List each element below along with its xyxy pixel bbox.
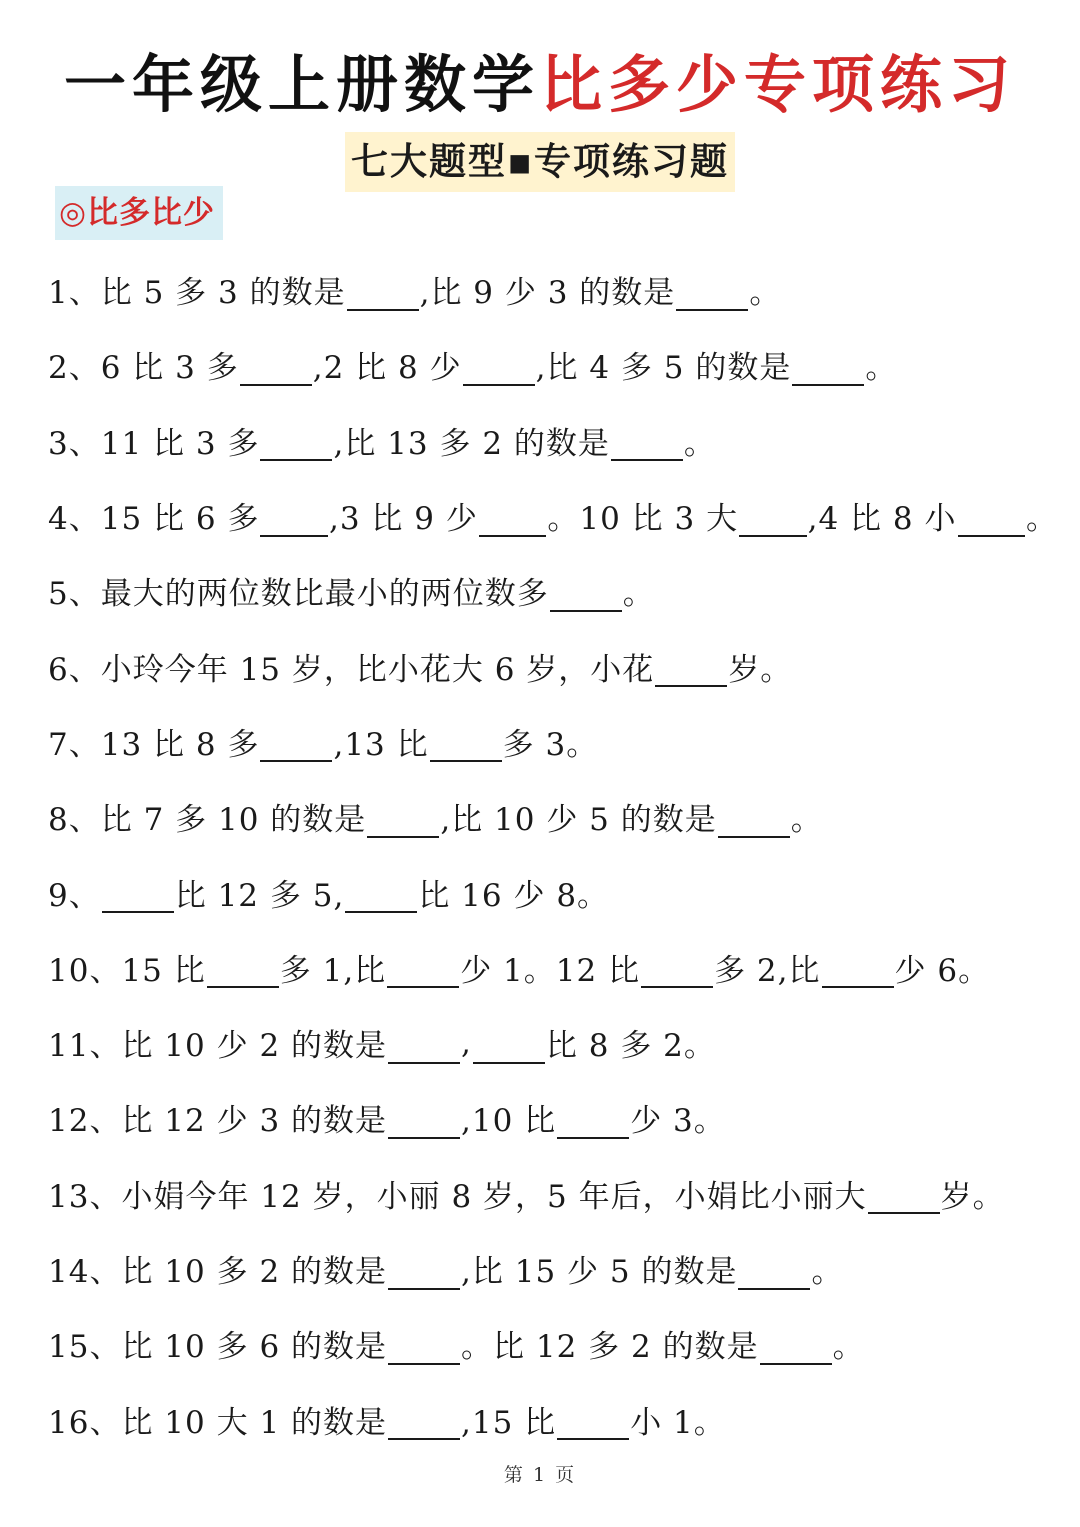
question-item	[48, 1306, 1058, 1381]
question-text: ,比 4 多 5 的数是	[535, 350, 792, 387]
answer-blank[interactable]	[739, 511, 807, 537]
question-text: 多 1,比	[279, 952, 387, 989]
question-text: 岁。	[940, 1178, 1005, 1215]
answer-blank[interactable]	[102, 887, 174, 913]
question-text: ,15 比	[461, 1404, 557, 1441]
question-text: 3、11 比 3 多	[48, 425, 260, 462]
answer-blank[interactable]	[479, 511, 547, 537]
question-text: 11、比 10 少 2 的数是	[48, 1028, 388, 1065]
question-item	[48, 854, 1058, 929]
question-item	[48, 1156, 1058, 1231]
question-item	[48, 628, 1058, 703]
question-text: 。	[749, 275, 782, 312]
question-text: ,10 比	[461, 1103, 557, 1140]
question-text: 13、小娟今年 12 岁，小丽 8 岁，5 年后，小娟比小丽大	[48, 1178, 867, 1215]
question-text: 。比 12 多 2 的数是	[461, 1329, 759, 1366]
question-text: 1、比 5 多 3 的数是	[48, 275, 346, 312]
answer-blank[interactable]	[388, 1038, 460, 1064]
title-red-part: 比多少专项练习	[540, 48, 1017, 121]
question-text: 10、15 比	[48, 952, 206, 989]
question-text: ,13 比	[333, 726, 429, 763]
answer-blank[interactable]	[557, 1113, 629, 1139]
question-text: ,比 15 少 5 的数是	[461, 1254, 738, 1290]
question-text: ,2 比 8 少	[312, 350, 462, 387]
answer-blank[interactable]	[388, 1414, 460, 1440]
question-item	[48, 252, 1058, 327]
question-text: 比 8 多 2。	[545, 1028, 716, 1065]
answer-blank[interactable]	[792, 360, 864, 386]
question-text: ,3 比 9 少	[328, 501, 478, 538]
question-item	[48, 478, 1058, 553]
section-label: ◎比多比少	[55, 186, 223, 240]
question-item	[48, 1005, 1058, 1080]
answer-blank[interactable]	[473, 1038, 545, 1064]
question-text: ,比 10 少 5 的数是	[440, 802, 717, 839]
answer-blank[interactable]	[260, 511, 328, 537]
question-item	[48, 1231, 1058, 1306]
question-text: 16、比 10 大 1 的数是	[48, 1404, 388, 1441]
question-item	[48, 704, 1058, 779]
answer-blank[interactable]	[550, 586, 622, 612]
answer-blank[interactable]	[347, 285, 419, 311]
question-text: 15、比 10 多 6 的数是	[48, 1329, 388, 1366]
question-text: 少 3。	[630, 1103, 726, 1140]
question-text: 多 2,比	[714, 952, 821, 989]
question-item	[48, 930, 1058, 1005]
question-list	[48, 252, 1058, 1457]
answer-blank[interactable]	[641, 962, 713, 988]
question-text: 。	[683, 425, 716, 462]
question-text: 少 1。12 比	[460, 952, 641, 989]
question-item	[48, 1080, 1058, 1155]
question-text: 9、	[48, 877, 101, 914]
answer-blank[interactable]	[345, 887, 417, 913]
answer-blank[interactable]	[388, 1264, 460, 1290]
answer-blank[interactable]	[207, 962, 279, 988]
question-text: 。	[832, 1329, 865, 1366]
question-text: 小 1。	[630, 1404, 726, 1441]
subtitle-wrap	[0, 132, 1080, 192]
answer-blank[interactable]	[868, 1188, 940, 1214]
answer-blank[interactable]	[760, 1339, 832, 1365]
answer-blank[interactable]	[463, 360, 535, 386]
question-text: ,比 9 少 3 的数是	[419, 275, 676, 312]
question-item	[48, 553, 1058, 628]
answer-blank[interactable]	[611, 435, 683, 461]
question-text: 。10 比 3 大	[547, 501, 739, 538]
question-text: 少 6。	[894, 952, 991, 989]
question-text: 6、小玲今年 15 岁，比小花大 6 岁，小花	[48, 651, 655, 688]
answer-blank[interactable]	[387, 962, 459, 988]
answer-blank[interactable]	[958, 511, 1026, 537]
answer-blank[interactable]	[430, 736, 502, 762]
question-text: ,比 13 多 2 的数是	[333, 425, 610, 462]
answer-blank[interactable]	[557, 1414, 629, 1440]
question-text: 多 3。	[502, 726, 599, 763]
page-number: 第 1 页	[503, 1464, 577, 1486]
answer-blank[interactable]	[388, 1113, 460, 1139]
question-text: 比 12 多 5,	[174, 877, 345, 914]
question-text: 。	[790, 802, 823, 839]
question-text: 。	[865, 350, 898, 387]
answer-blank[interactable]	[738, 1264, 810, 1290]
answer-blank[interactable]	[655, 661, 727, 687]
answer-blank[interactable]	[260, 736, 332, 762]
question-text: 。	[811, 1254, 844, 1290]
question-text: 比 16 少 8。	[418, 877, 610, 914]
answer-blank[interactable]	[822, 962, 894, 988]
question-text: 4、15 比 6 多	[48, 501, 260, 538]
question-text: 2、6 比 3 多	[48, 350, 239, 387]
question-item	[48, 327, 1058, 402]
answer-blank[interactable]	[260, 435, 332, 461]
question-text: 岁。	[728, 651, 793, 688]
page-title	[0, 40, 1080, 130]
answer-blank[interactable]	[367, 812, 439, 838]
question-text: ,	[461, 1024, 472, 1061]
question-text: ,4 比 8 小	[807, 501, 957, 538]
question-text: 。	[1026, 501, 1059, 538]
question-text: 7、13 比 8 多	[48, 726, 260, 763]
question-item	[48, 1381, 1058, 1456]
answer-blank[interactable]	[718, 812, 790, 838]
question-text: 14、比 10 多 2 的数是	[48, 1254, 388, 1290]
question-item	[48, 779, 1058, 854]
question-text: 8、比 7 多 10 的数是	[48, 802, 367, 839]
question-text: 。	[622, 576, 655, 613]
subtitle: 七大题型▪专项练习题	[345, 132, 735, 192]
title-black-part: 一年级上册数学	[63, 48, 540, 121]
question-text: 12、比 12 少 3 的数是	[48, 1103, 388, 1140]
question-item	[48, 403, 1058, 478]
question-text: 5、最大的两位数比最小的两位数多	[48, 576, 549, 613]
answer-blank[interactable]	[240, 360, 312, 386]
answer-blank[interactable]	[676, 285, 748, 311]
answer-blank[interactable]	[388, 1339, 460, 1365]
